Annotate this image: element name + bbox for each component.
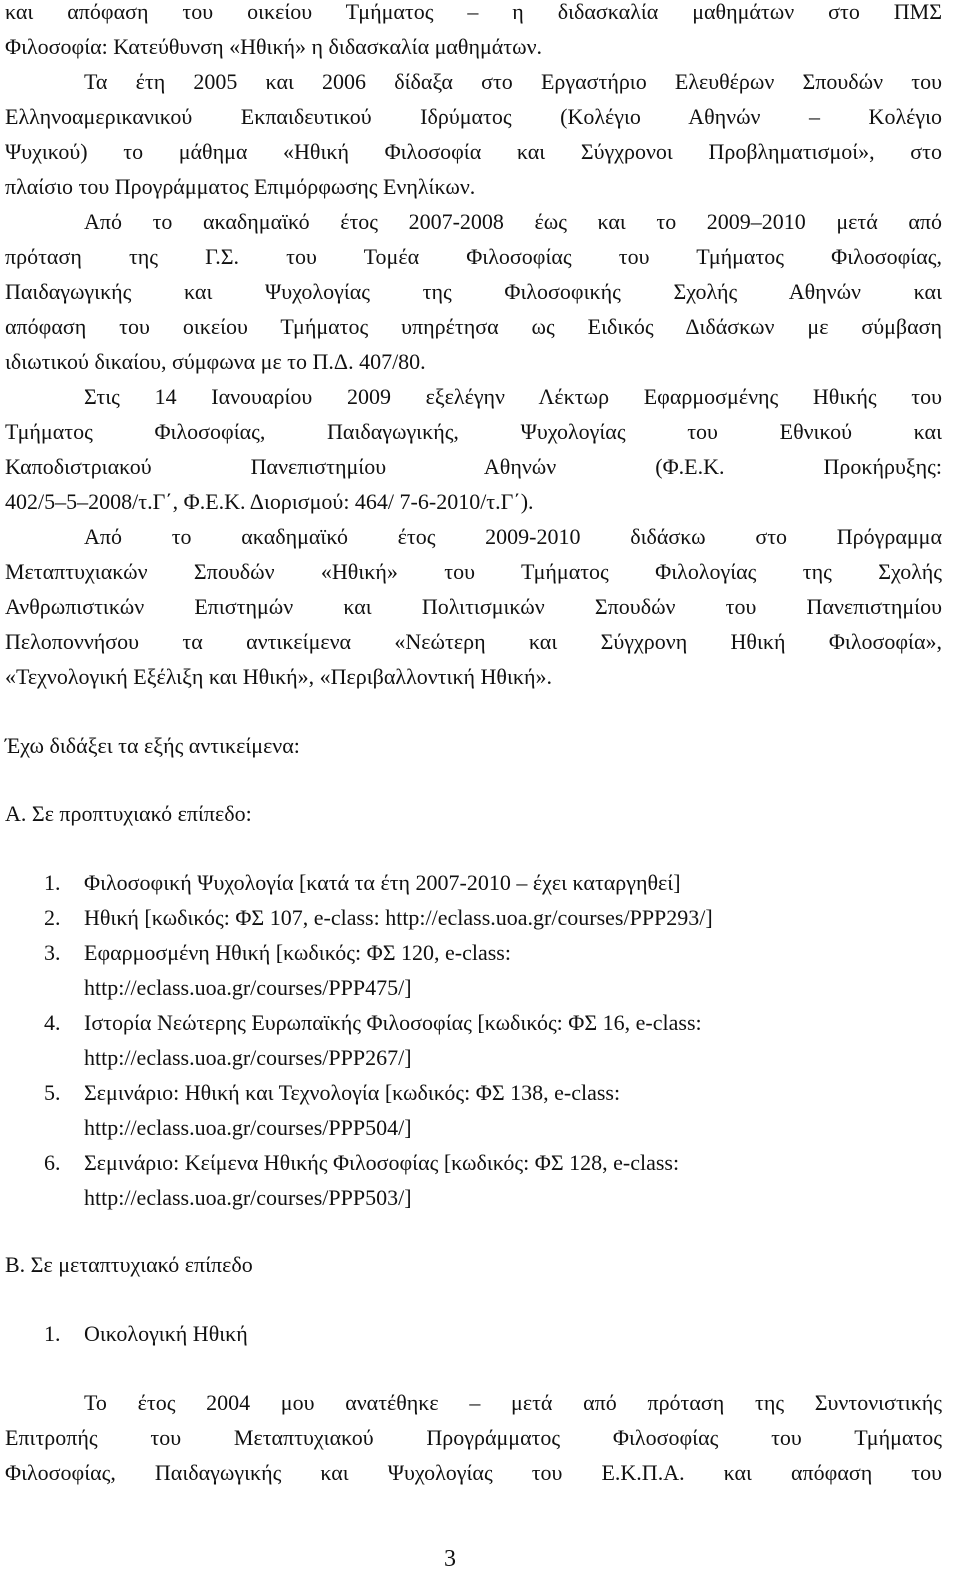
text-line: Καποδιστριακού Πανεπιστημίου Αθηνών (Φ.Ε.Κ. Προκήρυξης: bbox=[5, 454, 942, 479]
list-number: 4. bbox=[44, 1010, 61, 1035]
text-line: πρόταση της Γ.Σ. του Τομέα Φιλοσοφίας του Τμήματος Φιλοσοφίας, bbox=[5, 244, 942, 269]
text-line: «Τεχνολογική Εξέλιξη και Ηθική», «Περιβαλλοντική Ηθική». bbox=[5, 664, 552, 689]
text-line: Επιτροπής του Μεταπτυχιακού Προγράμματος Φιλοσοφίας του Τμήματος bbox=[5, 1425, 942, 1450]
text-line: Το έτος 2004 μου ανατέθηκε – μετά από πρόταση της Συντονιστικής bbox=[84, 1390, 942, 1415]
text-line: ιδιωτικού δικαίου, σύμφωνα με το Π.Δ. 407/80. bbox=[5, 349, 426, 374]
text-line: Τμήματος Φιλοσοφίας, Παιδαγωγικής, Ψυχολογίας του Εθνικού και bbox=[5, 419, 942, 444]
list-item-continuation: http://eclass.uoa.gr/courses/PPP503/] bbox=[84, 1185, 412, 1210]
list-item: Σεμινάριο: Ηθική και Τεχνολογία [κωδικός: ΦΣ 138, e-class: bbox=[84, 1080, 621, 1105]
list-item-continuation: http://eclass.uoa.gr/courses/PPP504/] bbox=[84, 1115, 412, 1140]
list-number: 6. bbox=[44, 1150, 61, 1175]
text-line: Παιδαγωγικής και Ψυχολογίας της Φιλοσοφικής Σχολής Αθηνών και bbox=[5, 279, 942, 304]
list-number: 5. bbox=[44, 1080, 61, 1105]
list-item: Εφαρμοσμένη Ηθική [κωδικός: ΦΣ 120, e-class: bbox=[84, 940, 511, 965]
text-line: Στις 14 Ιανουαρίου 2009 εξελέγην Λέκτωρ Εφαρμοσμένης Ηθικής του bbox=[84, 384, 942, 409]
list-item: Οικολογική Ηθική bbox=[84, 1321, 248, 1346]
taught-heading: Έχω διδάξει τα εξής αντικείμενα: bbox=[5, 733, 300, 758]
list-number: 2. bbox=[44, 905, 61, 930]
list-number: 1. bbox=[44, 870, 61, 895]
text-line: Τα έτη 2005 και 2006 δίδαξα στο Εργαστήριο Ελευθέρων Σπουδών του bbox=[84, 69, 942, 94]
list-item-continuation: http://eclass.uoa.gr/courses/PPP475/] bbox=[84, 975, 412, 1000]
text-line: Ανθρωπιστικών Επιστημών και Πολιτισμικών Σπουδών του Πανεπιστημίου bbox=[5, 594, 942, 619]
list-item-continuation: http://eclass.uoa.gr/courses/PPP267/] bbox=[84, 1045, 412, 1070]
text-line: Πελοποννήσου τα αντικείμενα «Νεώτερη και Σύγχρονη Ηθική Φιλοσοφία», bbox=[5, 629, 942, 654]
text-line: απόφαση του οικείου Τμήματος υπηρέτησα ως Ειδικός Διδάσκων με σύμβαση bbox=[5, 314, 942, 339]
list-number: 3. bbox=[44, 940, 61, 965]
text-line: Από το ακαδημαϊκό έτος 2007-2008 έως και το 2009–2010 μετά από bbox=[84, 209, 942, 234]
list-item: Ηθική [κωδικός: ΦΣ 107, e-class: http://eclass.uoa.gr/courses/PPP293/] bbox=[84, 905, 713, 930]
text-line: 402/5–5–2008/τ.Γ΄, Φ.Ε.Κ. Διορισμού: 464/ 7-6-2010/τ.Γ΄). bbox=[5, 489, 534, 514]
text-line: Από το ακαδημαϊκό έτος 2009-2010 διδάσκω στο Πρόγραμμα bbox=[84, 524, 942, 549]
text-line: πλαίσιο του Προγράμματος Επιμόρφωσης Ενηλίκων. bbox=[5, 174, 476, 199]
text-line: και απόφαση του οικείου Τμήματος – η διδασκαλία μαθημάτων στο ΠΜΣ bbox=[5, 0, 942, 24]
text-line: Ελληνοαμερικανικού Εκπαιδευτικού Ιδρύματος (Κολέγιο Αθηνών – Κολέγιο bbox=[5, 104, 942, 129]
section-b-heading: Β. Σε μεταπτυχιακό επίπεδο bbox=[5, 1252, 253, 1277]
list-item: Φιλοσοφική Ψυχολογία [κατά τα έτη 2007-2010 – έχει καταργηθεί] bbox=[84, 870, 681, 895]
page-number: 3 bbox=[444, 1546, 456, 1572]
text-line: Μεταπτυχιακών Σπουδών «Ηθική» του Τμήματος Φιλολογίας της Σχολής bbox=[5, 559, 942, 584]
text-line: Φιλοσοφία: Κατεύθυνση «Ηθική» η διδασκαλία μαθημάτων. bbox=[5, 34, 543, 59]
section-a-heading: Α. Σε προπτυχιακό επίπεδο: bbox=[5, 801, 252, 826]
text-line: Φιλοσοφίας, Παιδαγωγικής και Ψυχολογίας του Ε.Κ.Π.Α. και απόφαση του bbox=[5, 1460, 942, 1485]
list-item: Ιστορία Νεώτερης Ευρωπαϊκής Φιλοσοφίας [κωδικός: ΦΣ 16, e-class: bbox=[84, 1010, 702, 1035]
list-item: Σεμινάριο: Κείμενα Ηθικής Φιλοσοφίας [κωδικός: ΦΣ 128, e-class: bbox=[84, 1150, 680, 1175]
list-number: 1. bbox=[44, 1321, 61, 1346]
text-line: Ψυχικού) το μάθημα «Ηθική Φιλοσοφία και Σύγχρονοι Προβληματισμοί», στο bbox=[5, 139, 942, 164]
